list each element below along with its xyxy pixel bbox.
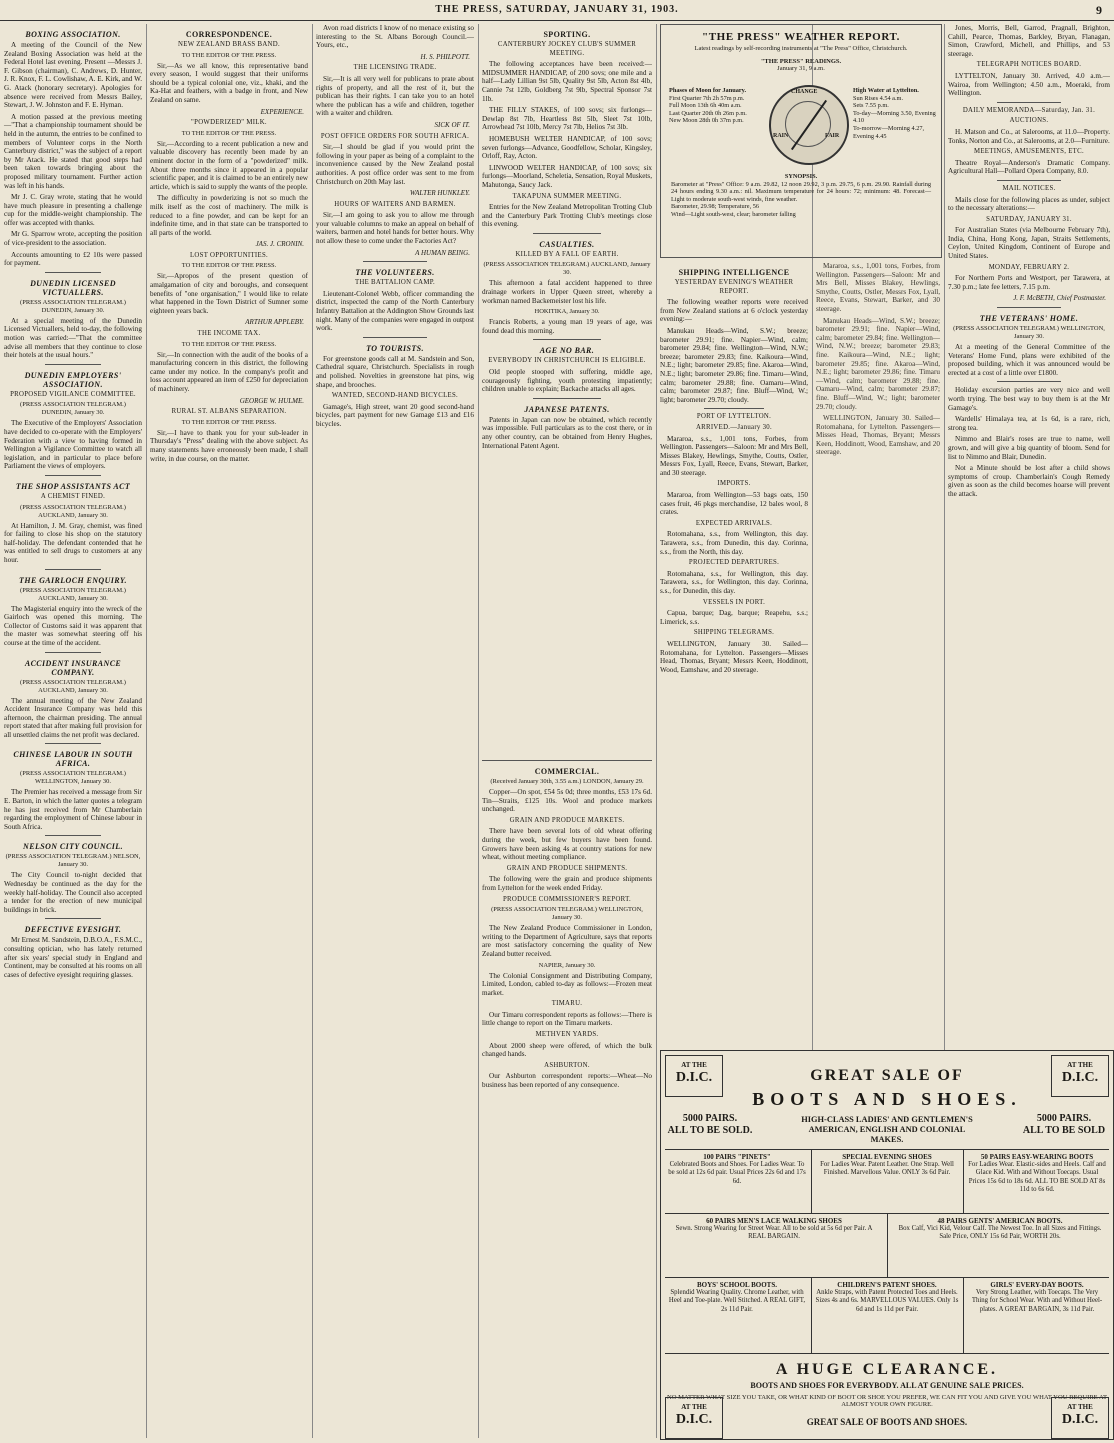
article-paragraph: Capua, barque; Dag, barque; Reapehu, s.s.; Limerick, s.s. [660,609,808,626]
dic-name: D.I.C. [675,1070,713,1085]
article-heading: TO TOURISTS. [366,343,424,353]
divider [533,339,601,340]
signature: SICK OF IT. [434,120,470,129]
ad-cell-title: BOYS' SCHOOL BOOTS. [697,1281,777,1289]
ad-cell-text: Box Calf, Vici Kid, Velour Calf. The Newest Toe. In all Sizes and Fittings. Sale Price, ONLY 15s 6d Pair, WORTH 20s. [898,1225,1102,1241]
article-subheading: TAKAPUNA SUMMER MEETING. [512,192,622,200]
tide-line: Sets 7.55 p.m. [853,102,889,110]
ad-rule [811,1149,812,1213]
dic-advertisement [660,1050,1114,1440]
article-paragraph: Our Timaru correspondent reports as follows:—There is little change to report on the Timaru markets. [482,1010,652,1028]
ad-cell [967,1153,1107,1194]
article-subheading: VESSELS IN PORT. [702,598,766,606]
article-subheading: ARRIVED.—January 30. [695,423,773,431]
moon-line: Last Quarter 20th 0h 26m p.m. [669,109,747,117]
article-paragraph: Sir,—I am going to ask you to allow me through your valuable columns to make an appeal on behalf of waiters, barmen and hotel hands for better hours. Why not allow these to come under the Factories Act? [316,211,474,246]
ad-cell-title: 60 PAIRS MEN'S LACE WALKING SHOES [706,1217,842,1225]
article-subheading: THE BATTALION CAMP. [354,279,436,287]
article-heading: AGE NO BAR. [539,346,595,356]
article-paragraph: LYTTELTON, January 30. Arrived, 4.0 a.m.—Wairoa, from Wellington; 4.50 a.m., Moeraki, from Wellington. [948,71,1110,98]
dic-at-the: AT THE [1067,1061,1093,1069]
article-subheading: EVERYBODY IN CHRISTCHURCH IS ELIGIBLE. [488,357,646,365]
article-paragraph: At a special meeting of the Dunedin Licensed Victuallers, held to-day, the following motion was carried:—"That the committee advise all members that they continue to close their hotels at the usual hours." [4,316,142,360]
article-subheading: TELEGRAPH NOTICES BOARD. [976,61,1082,69]
article-paragraph: Patents in Japan can now be obtained, which recently was impossible. Full particulars as to the cost there, or in any other country, can be obtained from Henry Hughes, International Patent Agent. [482,415,652,450]
column-rule [146,24,147,1438]
article-subheading: PORT OF LYTTELTON. [696,413,772,421]
masthead [0,0,1114,21]
dic-logo-box [1051,1397,1109,1439]
article-paragraph: Mr G. Sparrow wrote, accepting the position of vice-president to the association. [4,230,142,248]
article-subheading: PROPOSED VIGILANCE COMMITTEE. [10,390,136,398]
ad-cell-text: Sewn. Strong Wearing for Street Wear. All to be sold at 5s 6d per Pair. A REAL BARGAIN. [675,1225,873,1241]
weather-title: "THE PRESS" WEATHER REPORT. [702,31,900,43]
divider [363,337,426,338]
barometer-dial-icon [769,85,849,165]
ad-rule [665,1277,1109,1278]
ad-pairs-left [665,1113,755,1137]
moon-heading: Phases of Moon for January. [669,87,747,94]
article-paragraph: The difficulty in powderizing is not so much the milk itself as the cost of machinery. The milk is reduced to a fine powder, and can be kept for an indefinite time, and in that state can be transported to all parts of the world. [150,194,308,237]
newspaper-title: THE PRESS, SATURDAY, JANUARY 31, 1903. [435,4,679,15]
divider [704,408,763,409]
ad-cell-title: 50 PAIRS EASY-WEARING BOOTS [980,1153,1094,1161]
article-heading: ACCIDENT INSURANCE COMPANY. [24,658,122,677]
article-paragraph: Mararoa, from Wellington—53 bags oats, 150 cases fruit, 46 pkgs merchandise, 12 bales wool, 8 crates. [660,491,808,517]
makes-line: HIGH-CLASS LADIES' AND GENTLEMEN'S [801,1115,973,1124]
article-heading: THE GAIRLOCH ENQUIRY. [19,575,127,585]
signature: WALTER HUNKLEY. [409,189,470,198]
ad-cell [667,1153,807,1186]
ad-rule [963,1277,964,1353]
article-subheading: MEETINGS, AMUSEMENTS, ETC. [974,148,1084,156]
signature: J. F. McBETH, Chief Postmaster. [1013,294,1106,303]
divider [45,272,100,273]
column-4 [482,24,652,1438]
article-subheading: METHVEN YARDS. [535,1031,599,1039]
ad-cell [667,1217,881,1242]
divider [997,102,1062,103]
article-paragraph: The City Council to-night decided that Wednesday be continued as the day for the weekly half-holiday. The Council also accepted a tender for the erection of new municipal buildings in brick. [4,871,142,914]
article-paragraph: Not a Minute should be lost after a child shows symptoms of croup. Chamberlain's Cough Remedy given as soon as the child becomes hoarse will prevent the attack. [948,464,1110,498]
article-paragraph: The annual meeting of the New Zealand Accident Insurance Company was held this afternoon, the chairman presiding. The annual report stated that after making full provision for all unsettled claims the net profit was declared. [4,696,142,739]
ad-cell-title: SPECIAL EVENING SHOES [842,1153,932,1161]
ad-cell-text: Splendid Wearing Quality. Chrome Leather, with Heel and Toe-plate. Well Stitched. A REAL GIFT, 2s 11d Pair. [668,1289,806,1313]
article-paragraph: Manukau Heads—Wind, S.W.; breeze; barometer 29.91; fine. Napier—Wind, calm; barometer 29.84; fine. Wellington—Wind, N.W.; breeze; barometer 29.83; fine. Kaikoura—Wind, N.E.; light; barometer 29.85; fine. Akaroa—Wind, N.E.; light; barometer 29.86; fine. Timaru—Wind, calm; barometer 29.88; fine. Oamaru—Wind, calm; barometer 29.87; fine. Bluff—Wind, W.; light; barometer 29.70; cloudy. [816,316,940,411]
article-paragraph: WELLINGTON, January 30. Sailed—Rotomahana, for Lyttelton. Passengers—Misses Head, Thomas, Bryant; Messrs Keen, Hoddinott, Wood, Eamshaw, and 20 steerage. [660,639,808,674]
dic-logo-box [665,1397,723,1439]
ad-rule [963,1149,964,1213]
dateline: (PRESS ASSOCIATION TELEGRAM.) AUCKLAND, January 30. [20,586,126,602]
article-paragraph: Rotomahana, s.s., for Wellington, this day. Tarawera, s.s., for Wellington, this day. Corinna, s.s., for Dunedin, this day. [660,569,808,595]
article-subheading: YESTERDAY EVENING'S WEATHER REPORT. [674,279,794,295]
article-paragraph: Mr J. C. Gray wrote, stating that he would have much pleasure in presenting a challenge cup for the middle-weight championship. The offer was accepted with thanks. [4,193,142,227]
ad-clearance-subline: BOOTS AND SHOES FOR EVERYBODY. ALL AT GENUINE SALE PRICES. [750,1381,1024,1390]
ad-rule [665,1149,1109,1150]
article-heading: DEFECTIVE EYESIGHT. [24,925,122,935]
article-paragraph: The following weather reports were received from New Zealand stations at 6 o'clock yesterday evening:— [660,298,808,324]
pairs-count: 5000 PAIRS. [1036,1113,1092,1124]
pairs-note: ALL TO BE SOLD [1022,1125,1106,1136]
article-heading: CHINESE LABOUR IN SOUTH AFRICA. [13,750,133,769]
article-paragraph: Sir,—As we all know, this representative band every season, I would suggest that their uniforms should be a typical colonial one, viz., khaki, and the Ka-Hat and feathers, with a badge in front, and New Zealand on same. [150,61,308,104]
article-subheading: HOURS OF WAITERS AND BARMEN. [334,200,456,208]
signature: A HUMAN BEING. [415,248,470,257]
dateline: (PRESS ASSOCIATION TELEGRAM.) NELSON, January 30. [5,853,141,869]
section-heading: SPORTING. [543,30,591,39]
dateline: NAPIER, January 30. [538,961,596,969]
article-paragraph: Mr Ernest M. Sandstein, D.B.O.A., F.S.M.C., consulting optician, who has lately returned after six years' special study in England and Continent, may be consulted at his rooms on all cases of defective eyesight requiring glasses. [4,936,143,979]
dic-name: D.I.C. [1061,1070,1099,1085]
dial-label: CHANGE [791,89,818,95]
dial-label: FAIR [825,133,840,139]
ad-rule [887,1213,888,1277]
article-heading: JAPANESE PATENTS. [524,404,610,414]
article-paragraph: Nimmo and Blair's roses are true to name, well grown, and will give a big quantity of bloom. Send for list to Nimmo and Blair, Dunedin. [948,435,1110,461]
article-paragraph: For Australian States (via Melbourne February 7th), India, China, Hong Kong, Japan, Straits Settlements, Ceylon, United Kingdom, Continent of Europe and United States. [948,226,1110,261]
article-paragraph: WELLINGTON, January 30. Sailed—Rotomahana, for Lyttelton. Passengers—Misses Head, Thomas, Bryant; Messrs Keen, Hoddinott, Wood, Eamshaw, and 20 steerage. [816,414,940,457]
article-subheading: MONDAY, FEBRUARY 2. [988,263,1070,271]
ad-cell [893,1217,1107,1242]
dateline: TO THE EDITOR OF THE PRESS. [181,51,277,59]
dic-logo-box [1051,1055,1109,1097]
article-paragraph: Manukau Heads—Wind, S.W.; breeze; barometer 29.91; fine. Napier—Wind, calm; barometer 29.84; fine. Wellington—Wind, N.W.; breeze; barometer 29.83; fine. Kaikoura—Wind, N.E.; light; barometer 29.85; fine. Akaroa—Wind, N.E.; light; barometer 29.86; fine. Timaru—Wind, calm; barometer 29.88; fine. Oamaru—Wind, calm; barometer 29.87; fine. Bluff—Wind, W.; light; barometer 29.70; cloudy. [660,326,808,404]
article-subheading: SHIPPING TELEGRAMS. [693,629,775,637]
article-paragraph: Mails close for the following places as under, subject to the necessary alterations:— [948,195,1110,213]
moon-line: New Moon 28th 0h 37m p.m. [669,117,744,125]
article-subheading: NEW ZEALAND BRASS BAND. [178,41,280,48]
column-3 [316,24,474,1438]
dic-name: D.I.C. [1061,1412,1099,1427]
ad-rule [665,1353,1109,1354]
article-paragraph: A motion passed at the previous meeting—"That a championship tournament should be held in the autumn, the entries to be confined to members of Volunteer corps in the North Canterbury district," was the subject of a report by Mr Atack. He stated that good steps had been taken towards bringing about the proposed military tournament. Further action was left in his hands. [4,112,142,190]
tide-line: Sun Rises 4.54 a.m. [853,94,904,102]
dial-label: RAIN [773,133,789,139]
ad-headline: GREAT SALE OF [810,1067,964,1084]
ad-rule [811,1277,812,1353]
tide-line: To-day—Morning 3.50, Evening 4.10 [853,109,936,125]
signature: EXPERIENCE. [260,107,304,116]
column-2 [150,24,308,1438]
page-number: 9 [1096,3,1102,17]
article-subheading: PRODUCE COMMISSIONER'S REPORT. [502,895,632,903]
ad-cell-text: For Ladies Wear. Elastic-sides and Heels. Calf and Glace Kid. With and Without Toecaps. Usual Prices 15s 6d to 18s 6d. ALL TO BE SOLD AT 8s 11d to 6s 6d. [968,1161,1106,1193]
signature: H. S. PHILPOTT. [420,52,470,61]
article-paragraph: Francis Roberts, a young man 19 years of age, was found dead this morning. [482,318,652,335]
article-paragraph: Holiday excursion parties are very nice and well worth trying. The best way to buy them is at the Mr Gamage's. [948,386,1110,412]
tide-line: To-morrow—Morning 4.27, Evening 4.45 [853,124,925,140]
article-heading: THE SHOP ASSISTANTS ACT [15,481,131,491]
ad-cell-title: GIRLS' EVERY-DAY BOOTS. [990,1281,1084,1289]
section-heading: CORRESPONDENCE. [185,30,273,39]
article-heading: DUNEDIN LICENSED VICTUALLERS. [30,278,116,297]
dateline: (Received January 30th, 3.55 a.m.) LONDON, January 29. [490,778,644,785]
article-paragraph: Sir,—I should be glad if you would print the following in your paper as being of a complaint to the inconvenience caused by the New Zealand postal authorities. A post office order was sent to me from Christchurch on 20th May last. [316,143,474,186]
article-paragraph: Gamage's, High street, want 20 good second-hand bicycles, part payment for new Gamage £13 and £16 bicycles. [316,402,474,428]
signature: ARTHUR APPLEBY. [245,318,304,327]
article-paragraph: There have been several lots of old wheat offering during the week, but few buyers have been found. Growers have been asking 4s at country stations for new wheat, without meeting compliance. [482,827,652,862]
article-paragraph: This afternoon a fatal accident happened to three drainage workers in Upper Queen street, whereby a workman named Backemeister lost his life. [482,279,652,305]
ad-pairs-right [1019,1113,1109,1137]
weather-synopsis [671,173,931,219]
divider [997,307,1062,308]
article-subheading: GRAIN AND PRODUCE SHIPMENTS. [506,864,628,872]
divider [45,918,100,919]
tide-table [853,87,937,140]
article-subheading: ASHBURTON. [544,1061,590,1069]
article-heading: BOXING ASSOCIATION. [25,30,121,39]
article-paragraph: Sir,—It is all very well for publicans to prate about rights of property, and all the rest of it, but the publican has their rights. I can take you to an hotel where the publican has a wife and children, together with a waiter and children. [316,74,474,118]
article-paragraph: The Executive of the Employers' Association have decided to co-operate with the Employers' Federation with a view to having formed in Wellington a Vigilance Committee to watch all legislation, and in particular to place before Parliament the views of employers. [4,419,142,471]
ad-makes [753,1115,1021,1145]
article-subheading: LOST OPPORTUNITIES. [189,251,269,259]
article-subheading: THE LICENSING TRADE. [353,64,437,72]
article-subheading: DAILY MEMORANDA—Saturday, Jan. 31. [962,106,1096,114]
ad-cell-text: For Ladies Wear. Patent Leather. One Strap. Well Finished. Marvellous Value. ONLY 3s 6d Pair. [820,1161,954,1177]
dateline: TO THE EDITOR OF THE PRESS. [181,262,277,270]
section-heading: SHIPPING INTELLIGENCE [678,268,790,277]
divider [45,364,100,365]
article-paragraph: The Premier has received a message from Sir E. Barton, in which the latter quotes a telegram he has just received from Mr Chamberlain regarding the employment of Chinese labour in South Africa. [4,788,142,831]
dateline: (PRESS ASSOCIATION TELEGRAM.) WELLINGTON, January 30. [20,770,126,786]
article-subheading: MAIL NOTICES. [1002,184,1056,192]
reading-line: Wind—Light south-west, clear; barometer falling [671,210,796,218]
article-paragraph: Accounts amounting to £2 10s were passed for payment. [4,250,142,268]
article-paragraph: Copper—On spot, £54 5s 0d; three months, £53 17s 6d. Tin—Straits, £125 10s. Wool and produce markets unchanged. [482,788,652,814]
article-paragraph: Sir,—According to a recent publication a new and valuable discovery has recently been made by an eminent doctor in the form of a "powderized" milk. About three months since it appeared in a popular scientific paper, and it is claimed to be an entirely new article, which is said to supply the wants of the people. [150,139,308,191]
dateline: (PRESS ASSOCIATION TELEGRAM.) WELLINGTON, January 30. [491,906,643,922]
column-6b-shipping [816,262,940,1046]
article-paragraph: Rotomahana, s.s., from Wellington, this day. Tarawera, s.s., from Dunedin, this day. Corinna, s.s., from the North, this day. [660,530,808,556]
ad-cell [967,1281,1107,1314]
article-paragraph: The Colonial Consignment and Distributing Company, Limited, London, cabled to-day as follows:—Frozen meat market. [482,971,652,997]
article-paragraph: Avon road districts I know of no menace existing so interesting to the St. Albans Borough Council.—Yours, etc., [316,24,474,50]
ad-clearance-headline: A HUGE CLEARANCE. [775,1361,999,1378]
ad-cell-text: Celebrated Boots and Shoes. For Ladies Wear. To be sold at 12s 6d pair. Usual Prices 22s 6d and 17s 6d. [668,1161,806,1185]
article-subheading: AUCTIONS. [1009,117,1049,125]
article-heading: CASUALTIES. [539,239,595,249]
ad-cell [667,1281,807,1314]
article-subheading: WANTED, SECOND-HAND BICYCLES. [331,392,459,400]
dateline: (PRESS ASSOCIATION TELEGRAM.) DUNEDIN, January 30. [20,401,126,417]
synopsis-text: Barometer at "Press" Office: 9 a.m. 29.82, 12 noon 29.92, 3 p.m. 29.75, 6 p.m. 29.90. Rainfall during 24 hours ending 9.30 a.m.: nil. Maximum temperature for 24 hours: 72; minimum: 48. Forecast—Light to moderate south-west winds, fine weather. [671,180,931,203]
article-paragraph: Wardells' Himalaya tea, at 1s 6d, is a rare, rich, strong tea. [948,415,1110,432]
article-paragraph: The New Zealand Produce Commissioner in London, writing to the Department of Agriculture, says that reports are most satisfactory concerning the quality of New Zealand butter received. [482,924,652,958]
article-paragraph: Theatre Royal—Anderson's Dramatic Company. Agricultural Hall—Pollard Opera Company, 8.0. [948,158,1110,176]
dateline: TO THE EDITOR OF THE PRESS. [181,418,277,426]
moon-line: First Quarter 7th 2h 57m p.m. [669,94,745,102]
ad-cell-title: 48 PAIRS GENTS' AMERICAN BOOTS. [937,1217,1063,1225]
article-paragraph: The Magisterial enquiry into the wreck of the Gairloch was opened this morning. The Collector of Customs said it was apparent that the master was somewhat steering off his course at the time of the accident. [4,604,142,647]
moon-line: Full Moon 13th 6h 40m a.m. [669,102,742,110]
article-paragraph: Sir,—Apropos of the present question of amalgamation of city and boroughs, and consequent benefits of "one organisation," I would like to relate what happened in the Town District of Sumner some eighteen years back. [150,272,308,315]
ad-clearance-text: NO MATTER WHAT SIZE YOU TAKE, OR WHAT KIND OF BOOT OR SHOE YOU PREFER, WE CAN FIT YOU AND GIVE YOU WHAT YOU REQUIRE AT ALMOST YOUR OWN FIGURE. [666,1394,1108,1408]
reading-line: January 31, 9 a.m. [777,65,825,72]
makes-line: MAKES. [870,1135,904,1144]
dateline: HOKITIKA, January 30. [534,308,600,316]
article-paragraph: Sir,—In connection with the audit of the books of a manufacturing concern in this district, the following came under my notice. In the company's profit and loss account appeared an item of £250 for depreciation of machinery. [150,350,308,393]
dic-name: D.I.C. [675,1412,713,1427]
synopsis-heading: SYNOPSIS. [784,173,818,180]
dateline: (PRESS ASSOCIATION TELEGRAM.) WELLINGTON, January 30. [953,325,1105,341]
dic-at-the: AT THE [681,1061,707,1069]
divider [997,381,1062,382]
article-paragraph: HOMEBUSH WELTER HANDICAP, of 100 sovs; seven furlongs—Advance, Goodfellow, Scholar, Kingsley, Orloff, Ray, Acton. [482,134,652,161]
article-subheading: SATURDAY, JANUARY 31. [986,215,1072,223]
article-paragraph: At Hamilton, J. M. Gray, chemist, was fined for failing to close his shop on the statutory half-holiday. The defendant contended that he was entitled to sell drugs to customers at any hour. [4,521,142,564]
column-7 [948,24,1110,1046]
divider [45,743,100,744]
article-subheading: CANTERBURY JOCKEY CLUB'S SUMMER MEETING. [497,41,637,57]
ad-cell-title: CHILDREN'S PATENT SHOES. [837,1281,937,1289]
dateline: (PRESS ASSOCIATION TELEGRAM.) DUNEDIN, January 30. [20,298,126,314]
article-heading: THE VOLUNTEERS. [355,268,435,278]
article-heading: NELSON CITY COUNCIL. [23,842,123,852]
pairs-note: ALL TO BE SOLD. [667,1125,753,1136]
article-subheading: RURAL ST. ALBANS SEPARATION. [171,408,287,416]
article-paragraph: For Northern Ports and Westport, per Tarawera, at 7.30 p.m.; late fee letters, 7.15 p.m. [948,274,1110,291]
divider [45,475,100,476]
dateline: TO THE EDITOR OF THE PRESS. [181,129,277,137]
reading-line: Barometer, 29.98; Temperature, 56 [671,203,760,211]
article-paragraph: A meeting of the Council of the New Zealand Boxing Association was held at the Federal Hotel last evening. Present —Messrs J. F. Gibson (chairman), C. Andrews, D. Hunter, J. R. Knox, F. L. Cowlishaw, A. E. Kirk, and W. G. Atack (honorary secretary). Apologies for absence were received from Messrs Bailey, Stewart, J. W. Johnston and F. E. Hyman. [4,41,142,110]
article-paragraph: Sir,—I have to thank you for your sub-leader in Thursday's "Press" dealing with the above subject. As many statements have erroneously been made, I shall write, in due course, on the matter. [150,428,308,463]
article-subheading: GRAIN AND PRODUCE MARKETS. [509,816,625,824]
divider [363,261,426,262]
ad-boots-headline: BOOTS AND SHOES. [752,1089,1022,1109]
article-subheading: "POWDERIZED" MILK. [191,119,267,127]
pairs-count: 5000 PAIRS. [682,1113,738,1124]
divider [45,569,100,570]
article-paragraph: Old people stooped with suffering, middle age, courageously fighting, youth protesting impatiently; children unable to explain; Backache attacks all ages. [482,368,652,394]
divider [45,652,100,653]
column-1 [4,24,142,1438]
dateline: TO THE EDITOR OF THE PRESS. [181,340,277,348]
article-subheading: A CHEMIST FINED. [40,492,106,500]
article-paragraph: The following were the grain and produce shipments from Lyttelton for the week ended Friday. [482,875,652,892]
article-paragraph: At a meeting of the General Committee of the Veterans' Home Fund, plans were exhibited of the proposed building, which it was announced would be erected at a cost of a little over £1800. [948,343,1110,377]
makes-line: AMERICAN, ENGLISH AND COLONIAL [808,1125,966,1134]
ad-cell-text: Ankle Straps, with Patent Protected Toes and Heels. Sizes 4s and 6s. MARVELLOUS VALUES. Only 1s 6d and 1s 11d per Pair. [815,1289,959,1313]
dateline: (PRESS ASSOCIATION TELEGRAM.) AUCKLAND, January 30. [20,678,126,694]
ad-cell [815,1281,959,1314]
article-paragraph: About 2000 sheep were offered, of which the bulk changed hands. [482,1041,652,1059]
article-paragraph: THE FILLY STAKES, of 100 sovs; six furlongs—Dewlap 8st 7lb, Heartless 8st 5lb, Sleet 7st 10lb, Arrowhead 7st 10lb, Mercy 7st 7lb, Helios 7st 3lb. [482,106,652,132]
article-paragraph: Lieutenant-Colonel Webb, officer commanding the district, inspected the camp of the North Canterbury Infantry Battalion at the Addington Show Grounds last night. Many of the companies were engaged in outpost work. [316,289,474,333]
article-paragraph: Jones, Morris, Bell, Garrod, Pragnall, Brighton, Cahill, Pearce, Thomas, Barkley, Bryan, Flanagan, Simon, Crawford, Michell, and Phillips, and 53 steerage. [948,24,1110,58]
article-paragraph: The following acceptances have been received:— MIDSUMMER HANDICAP, of 200 sovs; one mile and a half—Lady Lillian 9st 5lb, Quality 9st 5lb, Acton 8st 4lb, Cannie 7st 12lb, Goldberg 7st 9lb, Spectral Sponsor 7st 1lb. [482,60,652,103]
column-rule [312,24,313,1438]
weather-report [660,24,942,258]
divider [533,233,601,234]
article-paragraph: Our Ashburton correspondent reports:—Wheat—No business has been reported of any consequence. [482,1072,652,1090]
signature: JAS. J. CRONIN. [255,240,304,249]
article-heading: THE VETERANS' HOME. [979,314,1079,324]
article-subheading: KILLED BY A FALL OF EARTH. [515,250,619,258]
article-paragraph: LINWOOD WELTER HANDICAP, of 100 sovs; six furlongs—Moorland, Scheletia, Sensation, Royal Muskets, Mahutonga, Saucy Jack. [482,163,652,189]
article-subheading: PROJECTED DEPARTURES. [688,559,780,567]
article-subheading: THE INCOME TAX. [197,330,261,338]
ad-cell-title: 100 PAIRS "PINETS" [703,1153,771,1161]
article-paragraph: Entries for the New Zealand Metropolitan Trotting Club and the Canterbury Park Trotting Club's meetings close this evening. [482,203,652,229]
column-5-commercial [482,760,652,1090]
dic-at-the: AT THE [1067,1403,1093,1411]
article-heading: DUNEDIN EMPLOYERS' ASSOCIATION. [24,370,122,389]
article-subheading: TIMARU. [551,1000,583,1008]
dic-at-the: AT THE [681,1403,707,1411]
column-rule [478,24,479,1438]
weather-subtitle: Latest readings by self-recording instruments at "The Press" Office, Christchurch. [694,45,908,52]
divider [533,398,601,399]
dateline: (PRESS ASSOCIATION TELEGRAM.) AUCKLAND, January 30. [483,261,651,277]
ad-cell-text: Very Strong Leather, with Toecaps. The Very Thing for School Wear. With and Without Heel-plates. A GREAT BARGAIN, 3s 11d Pair. [971,1289,1103,1313]
article-paragraph: H. Matson and Co., at Salerooms, at 11.0—Property. Tonks, Norton and Co., at Salerooms, at 2.0—Furniture. [948,127,1110,145]
section-heading: COMMERCIAL. [534,767,600,776]
ad-footer-line: GREAT SALE OF BOOTS AND SHOES. [806,1417,968,1427]
divider [45,835,100,836]
article-paragraph: Mararoa, s.s., 1,001 tons, Forbes, from Wellington. Passengers—Saloon: Mr and Mrs Bell, Misses Blakey, Hewlings, Smythe, Coutts, Ostler, Messrs Fox, Lyall, Reece, Evans, Stewart, Barker, and 30 steerage. [660,434,808,477]
tide-heading: High Water at Lyttelton. [853,87,919,94]
dateline: (PRESS ASSOCIATION TELEGRAM.) AUCKLAND, January 30. [20,503,126,519]
readings-heading: "THE PRESS" READINGS. [760,58,842,65]
signature: GEORGE W. HULME. [239,396,304,405]
article-subheading: EXPECTED ARRIVALS. [695,519,773,527]
article-paragraph: Mararoa, s.s., 1,001 tons, Forbes, from Wellington. Passengers—Saloon: Mr and Mrs Bell, Misses Blakey, Hewlings, Smythe, Coutts, Ostler, Messrs Fox, Lyall, Reece, Evans, Stewart, Barker, and 30 steerage. [816,262,940,313]
ad-cell [815,1153,959,1178]
divider [997,180,1062,181]
moon-phases [669,87,761,125]
article-subheading: POST OFFICE ORDERS FOR SOUTH AFRICA. [320,132,470,140]
column-6-shipping [660,262,808,1046]
article-paragraph: For greenstone goods call at M. Sandstein and Son, Cathedral square, Christchurch. Specialists in rough and polished. Novelties in greenstone hat pins, wig shape, and brooches. [316,354,474,389]
column-rule [656,24,657,1438]
dic-logo-box [665,1055,723,1097]
article-subheading: IMPORTS. [717,480,751,488]
